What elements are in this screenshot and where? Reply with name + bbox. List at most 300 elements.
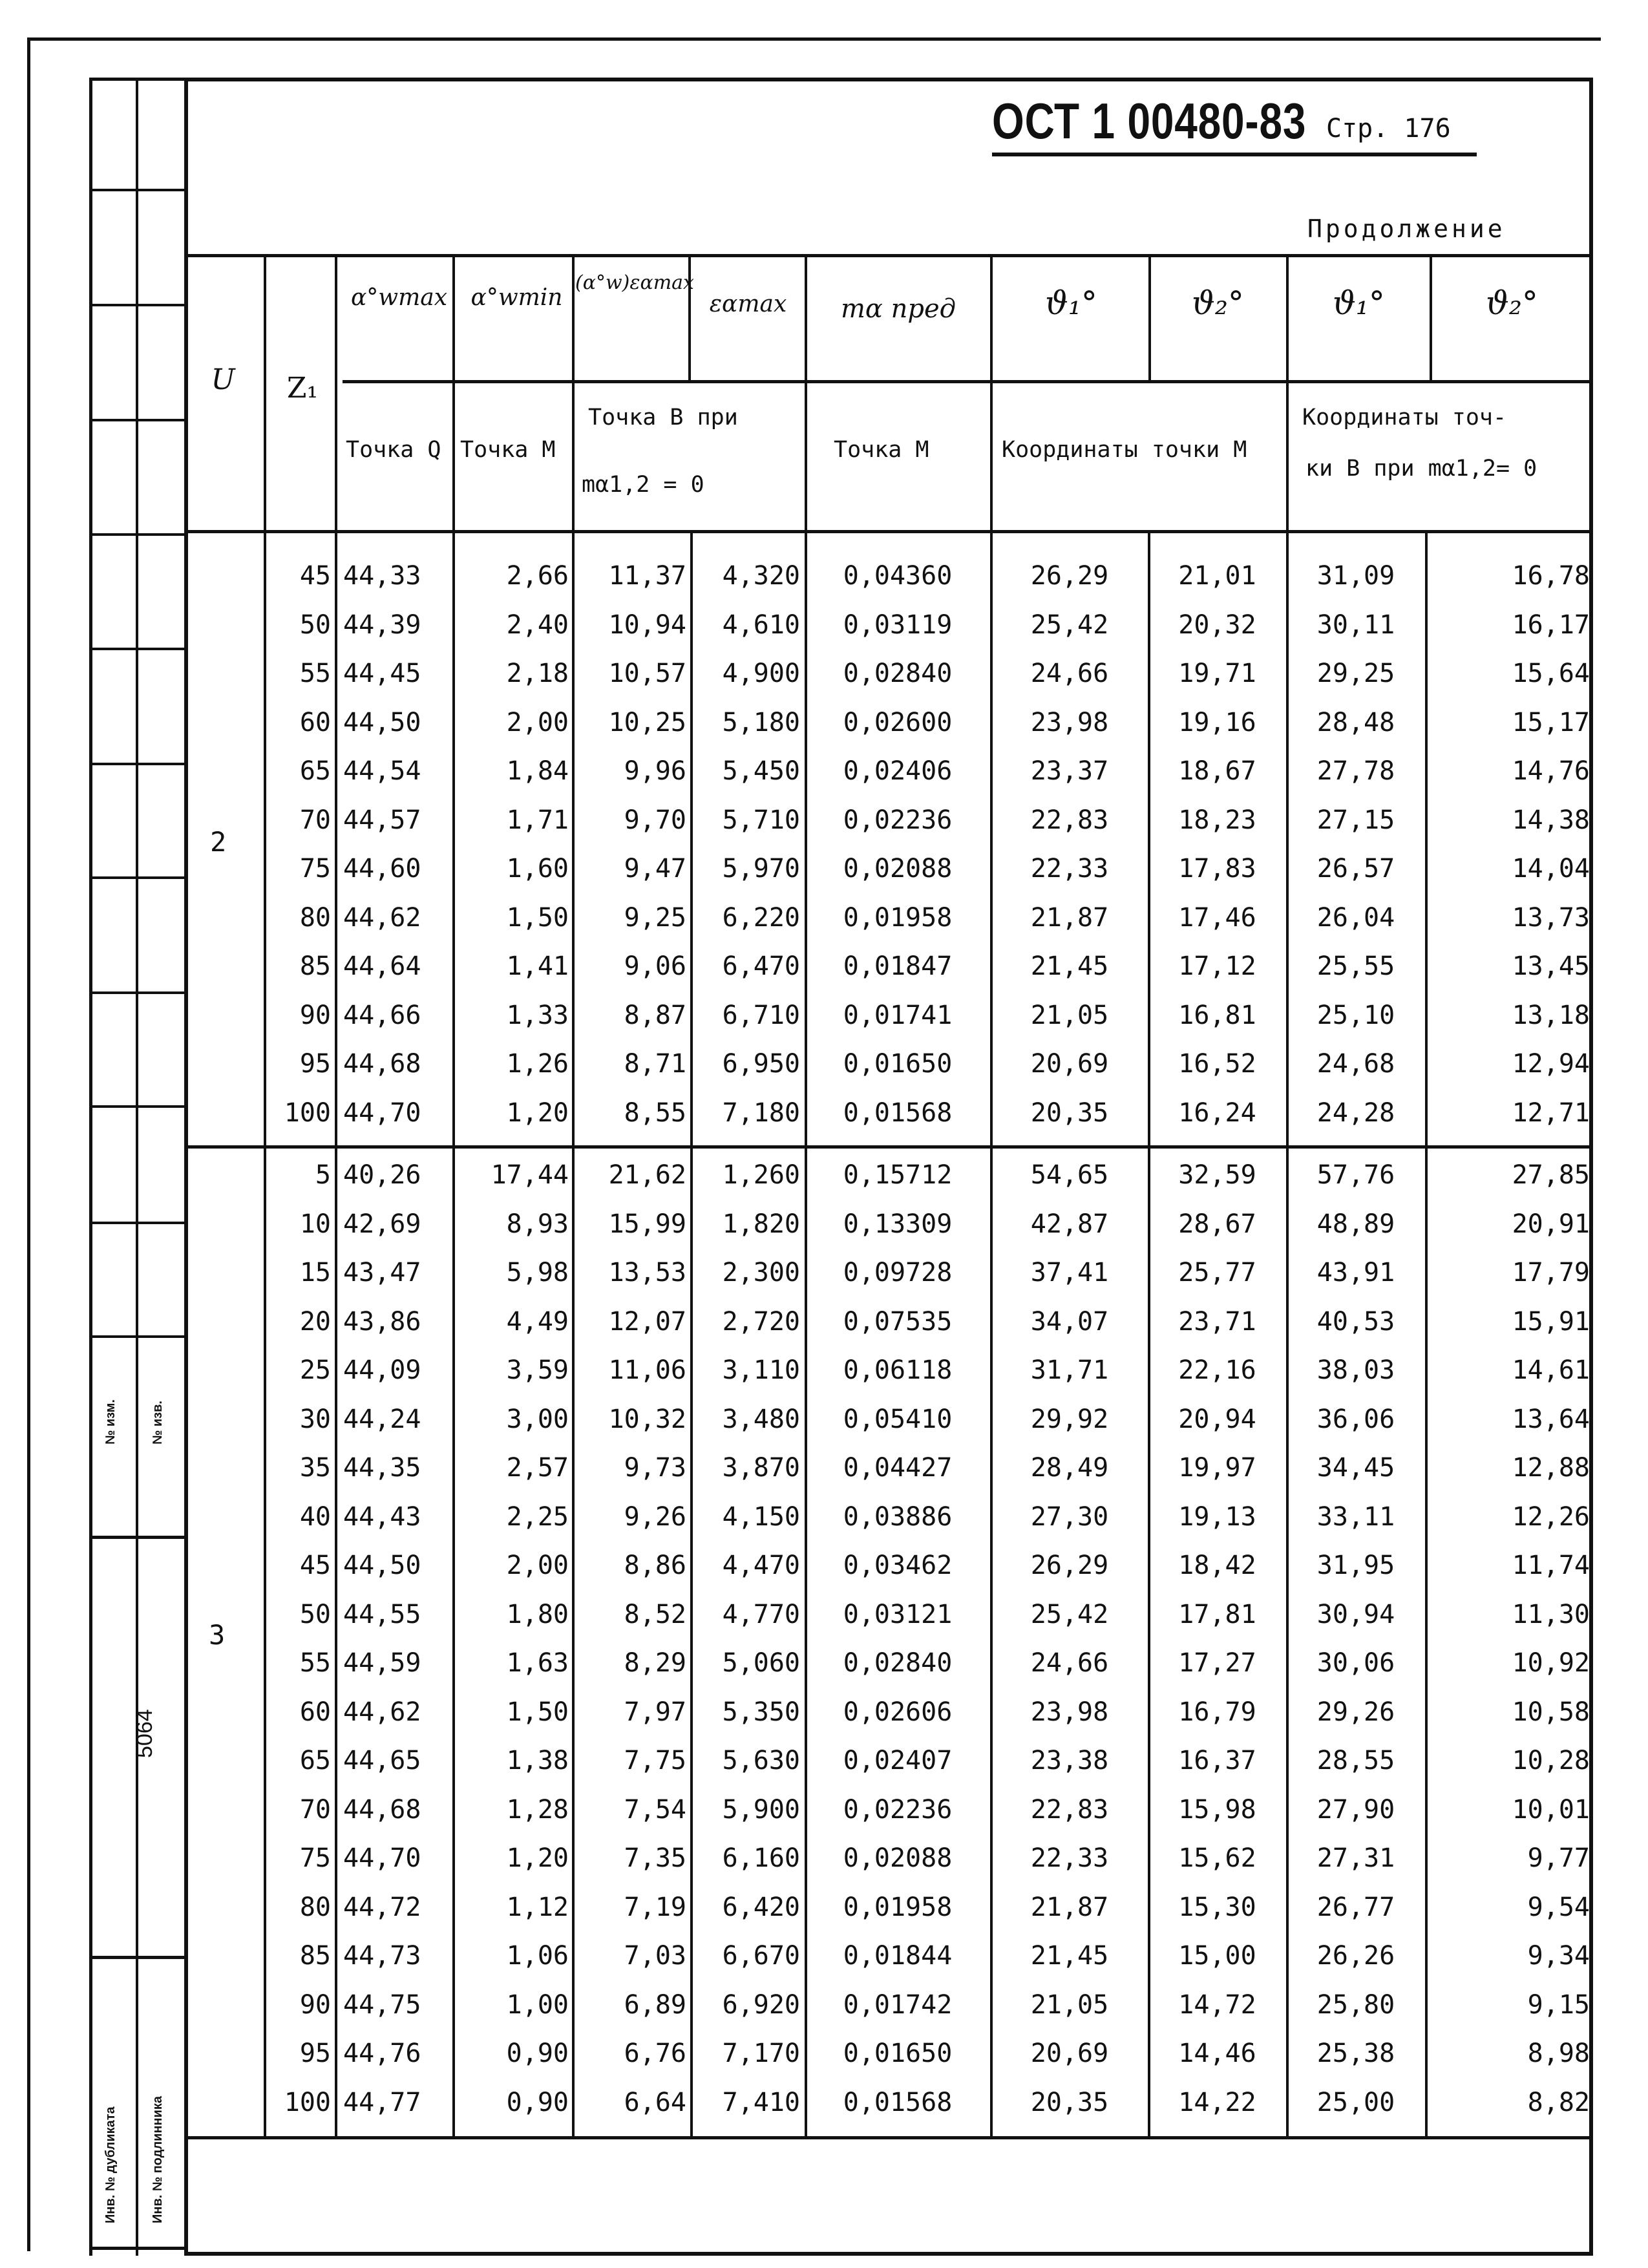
table-cell: 15 [299,1258,331,1288]
notice-no-label: № изв. [151,1401,165,1445]
table-cell: 17,12 [1178,951,1256,981]
table-cell: 27,31 [1316,1843,1395,1873]
table-cell: 8,55 [624,1097,686,1128]
table-cell: 26,57 [1316,854,1395,884]
table-cell: 9,77 [1527,1843,1590,1873]
table-cell: 1,60 [506,854,569,884]
table-cell: 22,33 [1030,854,1109,884]
table-cell: 26,29 [1030,1551,1109,1580]
table-cell: 12,94 [1512,1049,1590,1079]
table-cell: 1,06 [506,1941,569,1971]
table-cell: 44,54 [343,756,421,786]
table-cell: 90 [299,1989,331,2020]
table-cell: 19,16 [1178,707,1256,737]
table-cell: 38,03 [1316,1355,1395,1385]
table-cell: 25,42 [1030,609,1109,640]
table-cell: 1,20 [506,1097,569,1128]
table-cell: 0,01568 [843,2087,953,2117]
table-cell: 0,01958 [843,902,953,933]
table-cell: 43,86 [343,1306,421,1337]
table-cell: 40 [299,1501,331,1532]
table-cell: 5 [315,1160,331,1190]
table-cell: 42,69 [343,1209,421,1239]
table-cell: 22,16 [1178,1355,1256,1385]
table-cell: 1,12 [506,1892,569,1922]
table-cell: 33,11 [1316,1501,1395,1532]
table-cell: 1,50 [506,902,569,933]
table-cell: 0,04427 [843,1453,953,1483]
table-cell: 0,01650 [843,1049,953,1079]
table-cell: 20 [299,1306,331,1337]
table-cell: 44,77 [343,2087,421,2117]
col-header-theta1-b: ϑ₁° [1333,284,1385,322]
table-cell: 7,170 [722,2039,800,2068]
table-cell: 43,91 [1316,1258,1395,1288]
table-cell: 57,76 [1316,1160,1395,1190]
table-cell: 15,64 [1512,659,1590,688]
table-cell: 12,88 [1512,1453,1590,1483]
table-cell: 8,86 [624,1551,686,1580]
table-cell: 25 [299,1355,331,1385]
col-sub-coords-m: Координаты точки M [1002,437,1247,463]
table-cell: 24,28 [1316,1097,1395,1128]
table-cell: 0,01844 [843,1941,953,1971]
table-cell: 90 [299,1000,331,1030]
table-row [0,1697,1648,1730]
table-cell: 28,67 [1178,1209,1256,1239]
table-cell: 4,320 [722,561,800,591]
table-cell: 1,38 [506,1746,569,1775]
table-row [0,1648,1648,1680]
table-cell: 0,02840 [843,659,953,688]
table-row [0,1941,1648,1973]
table-cell: 8,29 [624,1648,686,1678]
table-row [0,2039,1648,2071]
table-cell: 65 [299,756,331,786]
table-cell: 0,05410 [843,1404,953,1434]
table-cell: 9,47 [624,854,686,884]
table-cell: 24,68 [1316,1049,1395,1079]
table-cell: 3,59 [506,1355,569,1385]
table-row [0,1843,1648,1876]
col-sub-coords-b-line2: ки B при mα1,2= 0 [1305,456,1537,482]
table-cell: 9,15 [1527,1989,1590,2020]
table-cell: 9,06 [624,951,686,981]
col-header-z1: Z₁ [286,372,319,405]
table-cell: 6,920 [722,1989,800,2020]
table-cell: 1,28 [506,1794,569,1825]
table-cell: 44,57 [343,805,421,835]
table-cell: 16,37 [1178,1746,1256,1775]
table-cell: 31,09 [1316,561,1395,591]
table-cell: 4,610 [722,609,800,640]
table-cell: 37,41 [1030,1258,1109,1288]
table-cell: 85 [299,1941,331,1971]
table-cell: 42,87 [1030,1209,1109,1239]
table-row [0,854,1648,886]
table-cell: 0,02840 [843,1648,953,1678]
table-cell: 21,45 [1030,1941,1109,1971]
table-cell: 2,57 [506,1453,569,1483]
table-cell: 21,62 [608,1160,686,1190]
table-cell: 6,420 [722,1892,800,1922]
table-cell: 9,26 [624,1501,686,1532]
table-row [0,951,1648,984]
col-sub-point-b-line1: Точка B при [588,405,738,430]
table-cell: 6,950 [722,1049,800,1079]
table-cell: 44,33 [343,561,421,591]
table-row [0,1502,1648,1534]
table-cell: 20,94 [1178,1404,1256,1434]
table-cell: 0,02088 [843,854,953,884]
title-underline [992,153,1477,156]
table-cell: 6,76 [624,2039,686,2068]
table-cell: 24,66 [1030,659,1109,688]
table-cell: 95 [299,2039,331,2068]
table-cell: 27,15 [1316,805,1395,835]
table-cell: 0,90 [506,2087,569,2117]
table-cell: 0,02407 [843,1746,953,1775]
table-cell: 13,64 [1512,1404,1590,1434]
table-row [0,1892,1648,1925]
table-cell: 9,70 [624,805,686,835]
col-sub-coords-b-line1: Координаты точ- [1302,405,1507,430]
table-cell: 7,180 [722,1097,800,1128]
table-cell: 30,94 [1316,1599,1395,1629]
table-cell: 29,25 [1316,659,1395,688]
table-row [0,1990,1648,2022]
table-cell: 10,94 [608,609,686,640]
table-cell: 5,630 [722,1746,800,1775]
table-cell: 23,98 [1030,1697,1109,1727]
table-cell: 70 [299,1794,331,1825]
table-cell: 85 [299,951,331,981]
table-cell: 15,30 [1178,1892,1256,1922]
table-cell: 2,300 [722,1258,800,1288]
inventory-number: 5064 [132,1709,157,1758]
table-cell: 0,01847 [843,951,953,981]
table-cell: 15,62 [1178,1843,1256,1873]
table-cell: 17,46 [1178,902,1256,933]
table-cell: 28,49 [1030,1453,1109,1483]
table-cell: 44,70 [343,1097,421,1128]
table-cell: 34,45 [1316,1453,1395,1483]
table-cell: 11,30 [1512,1599,1590,1629]
table-cell: 15,91 [1512,1306,1590,1337]
table-cell: 0,03119 [843,609,953,640]
table-cell: 14,76 [1512,756,1590,786]
table-cell: 1,26 [506,1049,569,1079]
table-cell: 48,89 [1316,1209,1395,1239]
table-cell: 10,58 [1512,1697,1590,1727]
table-cell: 44,45 [343,659,421,688]
table-cell: 31,95 [1316,1551,1395,1580]
table-cell: 20,35 [1030,1097,1109,1128]
table-cell: 0,03121 [843,1599,953,1629]
table-cell: 25,42 [1030,1599,1109,1629]
table-cell: 1,71 [506,805,569,835]
table-cell: 1,80 [506,1599,569,1629]
table-cell: 11,06 [608,1355,686,1385]
table-cell: 25,10 [1316,1000,1395,1030]
table-cell: 6,220 [722,902,800,933]
table-cell: 18,67 [1178,756,1256,786]
table-cell: 23,71 [1178,1306,1256,1337]
table-cell: 6,670 [722,1941,800,1971]
table-cell: 14,72 [1178,1989,1256,2020]
table-cell: 5,970 [722,854,800,884]
table-cell: 44,55 [343,1599,421,1629]
table-cell: 8,82 [1527,2087,1590,2117]
table-cell: 70 [299,805,331,835]
table-cell: 13,73 [1512,902,1590,933]
table-cell: 60 [299,707,331,737]
table-cell: 1,33 [506,1000,569,1030]
table-cell: 45 [299,561,331,591]
table-cell: 11,37 [608,561,686,591]
table-cell: 0,02236 [843,805,953,835]
table-cell: 26,29 [1030,561,1109,591]
table-cell: 20,35 [1030,2087,1109,2117]
col-sub-point-m-2: Точка M [834,437,929,463]
table-cell: 0,03462 [843,1551,953,1580]
table-cell: 5,900 [722,1794,800,1825]
table-cell: 100 [284,1097,331,1128]
table-cell: 30,06 [1316,1648,1395,1678]
table-cell: 44,76 [343,2039,421,2068]
col-sub-point-q: Точка Q [346,437,441,463]
table-cell: 24,66 [1030,1648,1109,1678]
col-header-theta1: ϑ₁° [1045,284,1097,322]
table-row [0,2088,1648,2120]
table-cell: 100 [284,2087,331,2117]
table-cell: 25,80 [1316,1989,1395,2020]
table-cell: 44,64 [343,951,421,981]
document-id: ОСТ 1 00480-83 [992,92,1307,149]
table-cell: 0,01650 [843,2039,953,2068]
table-cell: 44,68 [343,1794,421,1825]
table-row [0,1258,1648,1290]
table-cell: 7,97 [624,1697,686,1727]
table-cell: 75 [299,854,331,884]
table-cell: 44,68 [343,1049,421,1079]
col-header-m-pred: mα пред [840,294,956,324]
col-sub-point-b-line2: mα1,2 = 0 [582,472,704,498]
table-cell: 25,38 [1316,2039,1395,2068]
table-cell: 1,41 [506,951,569,981]
table-cell: 44,62 [343,1697,421,1727]
table-cell: 45 [299,1551,331,1580]
table-cell: 16,52 [1178,1049,1256,1079]
table-cell: 3,480 [722,1404,800,1434]
table-cell: 16,17 [1512,609,1590,640]
table-cell: 31,71 [1030,1355,1109,1385]
table-cell: 10,57 [608,659,686,688]
table-cell: 40,26 [343,1160,421,1190]
table-cell: 21,05 [1030,1989,1109,2020]
table-cell: 20,32 [1178,609,1256,640]
table-cell: 3,870 [722,1453,800,1483]
original-inventory-label: Инв. № подлинника [151,2095,165,2223]
table-cell: 0,02236 [843,1794,953,1825]
table-cell: 17,44 [491,1160,569,1190]
table-row [0,1307,1648,1339]
table-row [0,1795,1648,1827]
table-cell: 60 [299,1697,331,1727]
table-row [0,1551,1648,1583]
table-cell: 27,30 [1030,1501,1109,1532]
table-cell: 1,260 [722,1160,800,1190]
table-cell: 7,19 [624,1892,686,1922]
table-cell: 0,02600 [843,707,953,737]
table-cell: 0,07535 [843,1306,953,1337]
table-cell: 44,39 [343,609,421,640]
table-cell: 25,00 [1316,2087,1395,2117]
table-cell: 6,160 [722,1843,800,1873]
table-cell: 17,27 [1178,1648,1256,1678]
table-cell: 10,32 [608,1404,686,1434]
table-cell: 14,46 [1178,2039,1256,2068]
table-cell: 9,73 [624,1453,686,1483]
table-cell: 5,710 [722,805,800,835]
table-cell: 15,00 [1178,1941,1256,1971]
table-cell: 4,49 [506,1306,569,1337]
table-cell: 4,150 [722,1501,800,1532]
table-row [0,1355,1648,1388]
table-cell: 25,77 [1178,1258,1256,1288]
col-header-u: U [211,363,235,396]
table-cell: 44,72 [343,1892,421,1922]
table-cell: 7,410 [722,2087,800,2117]
table-cell: 4,900 [722,659,800,688]
group-label-u2: 2 [210,826,227,858]
table-cell: 4,470 [722,1551,800,1580]
table-cell: 0,01958 [843,1892,953,1922]
table-row [0,708,1648,740]
table-cell: 26,26 [1316,1941,1395,1971]
table-cell: 9,25 [624,902,686,933]
table-cell: 19,13 [1178,1501,1256,1532]
table-cell: 40,53 [1316,1306,1395,1337]
table-cell: 28,48 [1316,707,1395,737]
change-no-label: № изм. [103,1399,118,1445]
group-label-u3: 3 [209,1619,226,1651]
table-cell: 36,06 [1316,1404,1395,1434]
duplicate-inventory-label: Инв. № дубликата [103,2106,118,2223]
table-cell: 16,79 [1178,1697,1256,1727]
table-cell: 54,65 [1030,1160,1109,1190]
table-cell: 44,09 [343,1355,421,1385]
table-cell: 32,59 [1178,1160,1256,1190]
table-cell: 27,90 [1316,1794,1395,1825]
table-cell: 5,180 [722,707,800,737]
col-sub-point-m: Точка M [460,437,556,463]
table-cell: 10,92 [1512,1648,1590,1678]
table-cell: 5,350 [722,1697,800,1727]
table-cell: 15,98 [1178,1794,1256,1825]
table-cell: 6,710 [722,1000,800,1030]
table-row [0,1160,1648,1192]
table-cell: 10 [299,1209,331,1239]
table-cell: 29,26 [1316,1697,1395,1727]
table-cell: 14,22 [1178,2087,1256,2117]
col-header-theta2-b: ϑ₂° [1486,284,1538,322]
table-cell: 10,28 [1512,1746,1590,1775]
table-cell: 1,00 [506,1989,569,2020]
table-cell: 0,03886 [843,1501,953,1532]
table-cell: 17,81 [1178,1599,1256,1629]
table-cell: 2,66 [506,561,569,591]
table-cell: 23,37 [1030,756,1109,786]
table-cell: 80 [299,1892,331,1922]
table-cell: 11,74 [1512,1551,1590,1580]
table-cell: 14,38 [1512,805,1590,835]
table-cell: 1,20 [506,1843,569,1873]
table-cell: 0,06118 [843,1355,953,1385]
table-cell: 20,91 [1512,1209,1590,1239]
table-cell: 22,33 [1030,1843,1109,1873]
table-cell: 21,01 [1178,561,1256,591]
table-cell: 44,73 [343,1941,421,1971]
table-cell: 44,43 [343,1501,421,1532]
col-header-eps-max: εαmax [709,291,787,317]
table-cell: 15,99 [608,1209,686,1239]
col-header-alpha-min: α°wmin [470,284,563,311]
table-cell: 7,03 [624,1941,686,1971]
table-cell: 34,07 [1030,1306,1109,1337]
table-cell: 44,24 [343,1404,421,1434]
table-cell: 8,87 [624,1000,686,1030]
table-cell: 28,55 [1316,1746,1395,1775]
table-cell: 26,04 [1316,902,1395,933]
table-cell: 43,47 [343,1258,421,1288]
continuation-label: Продолжение [1307,215,1506,243]
table-cell: 9,34 [1527,1941,1590,1971]
table-cell: 15,17 [1512,707,1590,737]
table-cell: 0,15712 [843,1160,953,1190]
table-cell: 21,87 [1030,902,1109,933]
table-row [0,1404,1648,1437]
table-cell: 23,98 [1030,707,1109,737]
page-number: Стр. 176 [1326,114,1451,143]
table-cell: 7,75 [624,1746,686,1775]
table-cell: 27,85 [1512,1160,1590,1190]
table-cell: 21,45 [1030,951,1109,981]
table-cell: 50 [299,609,331,640]
table-cell: 12,07 [608,1306,686,1337]
table-cell: 21,05 [1030,1000,1109,1030]
table-cell: 4,770 [722,1599,800,1629]
table-row [0,610,1648,642]
table-cell: 6,64 [624,2087,686,2117]
table-cell: 65 [299,1746,331,1775]
table-cell: 18,42 [1178,1551,1256,1580]
table-cell: 16,78 [1512,561,1590,591]
table-cell: 8,93 [506,1209,569,1239]
col-header-alpha-max: α°wmax [350,284,448,311]
col-header-alpha-eps: (α°w)εαmax [575,271,694,294]
table-cell: 3,00 [506,1404,569,1434]
table-cell: 23,38 [1030,1746,1109,1775]
table-cell: 44,50 [343,707,421,737]
table-cell: 16,81 [1178,1000,1256,1030]
table-cell: 1,820 [722,1209,800,1239]
table-cell: 22,83 [1030,1794,1109,1825]
table-cell: 6,470 [722,951,800,981]
table-cell: 44,65 [343,1746,421,1775]
table-cell: 44,75 [343,1989,421,2020]
table-cell: 29,92 [1030,1404,1109,1434]
